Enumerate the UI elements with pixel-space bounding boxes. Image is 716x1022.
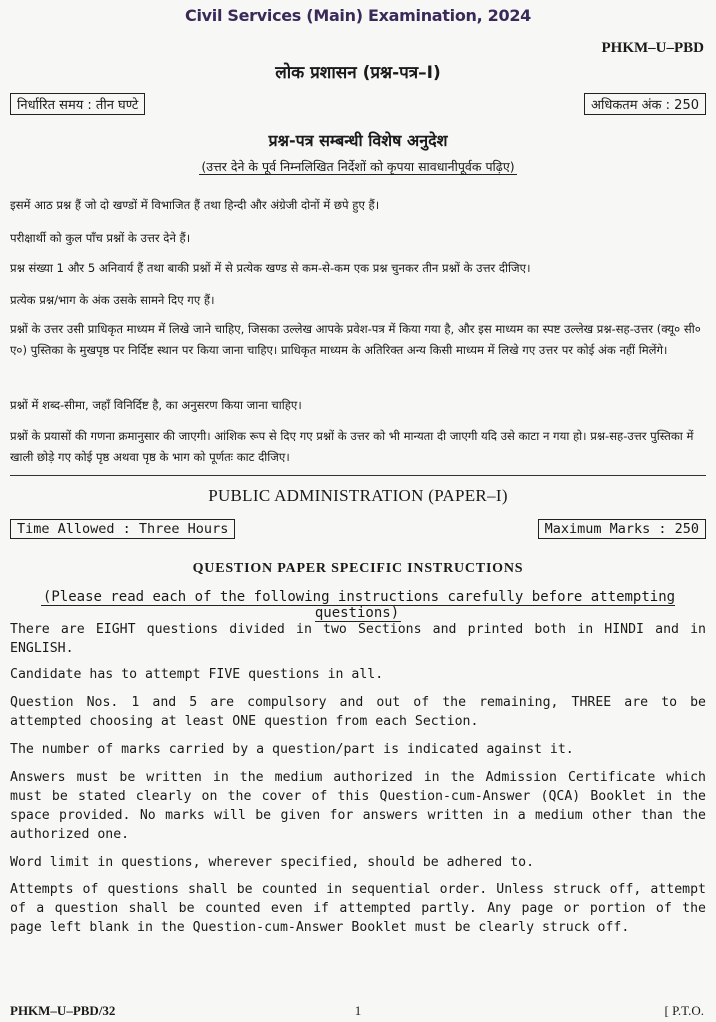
section-divider [10,475,706,476]
paper-code: PHKM–U–PBD [601,40,704,56]
hindi-max-marks: अधिकतम अंक : 250 [584,93,706,115]
hindi-instruction-4: प्रत्येक प्रश्न/भाग के अंक उसके सामने दिए गए हैं। [10,293,215,307]
hindi-instruction-6: प्रश्नों में शब्द-सीमा, जहाँ विनिर्दिष्ट है, का अनुसरण किया जाना चाहिए। [10,398,302,412]
hindi-instructions-heading: प्रश्न-पत्र सम्बन्धी विशेष अनुदेश [268,131,448,150]
english-subheading-text: (Please read each of the following instructions carefully before attempting questions) [42,589,676,621]
english-instruction-7: Attempts of questions shall be counted in sequential order. Unless struck off, attempt of a question shall be counted even if attempted partly. Any page or portion of the page left blank in the Question-cum-Answer Booklet must be clearly struck off. [10,882,706,935]
english-instruction-2: Candidate has to attempt FIVE questions in all. [10,667,384,682]
english-instructions-heading: QUESTION PAPER SPECIFIC INSTRUCTIONS [192,561,524,576]
english-instructions-subheading [0,589,716,621]
footer-page-number: 1 [354,1003,362,1018]
hindi-instruction-5: प्रश्नों के उत्तर उसी प्राधिकृत माध्यम में लिखे जाने चाहिए, जिसका उल्लेख आपके प्रवेश-पत्र में किया गया है, और इस माध्यम का स्पष्ट उल्लेख प्रश्न-सह-उत्तर (क्यू० सी० ए०) पुस्तिका के मुखपृष्ठ पर निर्दिष्ट स्थान पर किया जाना चाहिए। प्राधिकृत माध्यम के अतिरिक्त अन्य किसी माध्यम में लिखे गए उत्तर पर कोई अंक नहीं मिलेंगे। [10,322,701,357]
hindi-instruction-7: प्रश्नों के प्रयासों की गणना क्रमानुसार की जाएगी। आंशिक रूप से दिए गए प्रश्नों के उत्तर को भी मान्यता दी जाएगी यदि उसे काटा न गया हो। प्रश्न-सह-उत्तर पुस्तिका में खाली छोड़े गए कोई पृष्ठ अथवा पृष्ठ के भाग को पूर्णतः काट दीजिए। [10,429,694,464]
english-instruction-1: There are EIGHT questions divided in two Sections and printed both in HINDI and in ENGLISH. [10,622,706,656]
english-subject-title: PUBLIC ADMINISTRATION (PAPER–I) [208,486,508,505]
english-time-allowed: Time Allowed : Three Hours [10,519,235,539]
hindi-instruction-2: परीक्षार्थी को कुल पाँच प्रश्नों के उत्तर देने हैं। [10,231,191,245]
hindi-subject-title: लोक प्रशासन (प्रश्न-पत्र–I) [275,63,441,83]
english-instruction-3: Question Nos. 1 and 5 are compulsory and out of the remaining, THREE are to be attempted choosing at least ONE question from each Section. [10,695,706,729]
hindi-instruction-1: इसमें आठ प्रश्न हैं जो दो खण्डों में विभाजित हैं तथा हिन्दी और अंग्रेजी दोनों में छपे हुए हैं। [10,198,380,212]
footer-pto: [ P.T.O. [664,1003,704,1018]
hindi-instruction-3: प्रश्न संख्या 1 और 5 अनिवार्य हैं तथा बाकी प्रश्नों में से प्रत्येक खण्ड से कम-से-कम एक प्रश्न चुनकर तीन प्रश्नों के उत्तर दीजिए। [10,261,531,275]
english-max-marks: Maximum Marks : 250 [538,519,706,539]
hindi-time-allowed: निर्धारित समय : तीन घण्टे [10,93,145,115]
english-instruction-5: Answers must be written in the medium authorized in the Admission Certificate which must be stated clearly on the cover of this Question-cum-Answer (QCA) Booklet in the space provided. No marks will be given for answers written in a medium other than the authorized one. [10,770,706,842]
hindi-instructions-subheading [0,158,716,175]
english-instruction-6: Word limit in questions, wherever specified, should be adhered to. [10,855,535,870]
english-instruction-4: The number of marks carried by a question/part is indicated against it. [10,742,574,757]
footer-paper-code: PHKM–U–PBD/32 [10,1003,116,1018]
exam-title: Civil Services (Main) Examination, 2024 [185,6,531,25]
hindi-subheading-text: (उत्तर देने के पूर्व निम्नलिखित निर्देशों को कृपया सावधानीपूर्वक पढ़िए) [201,159,515,174]
